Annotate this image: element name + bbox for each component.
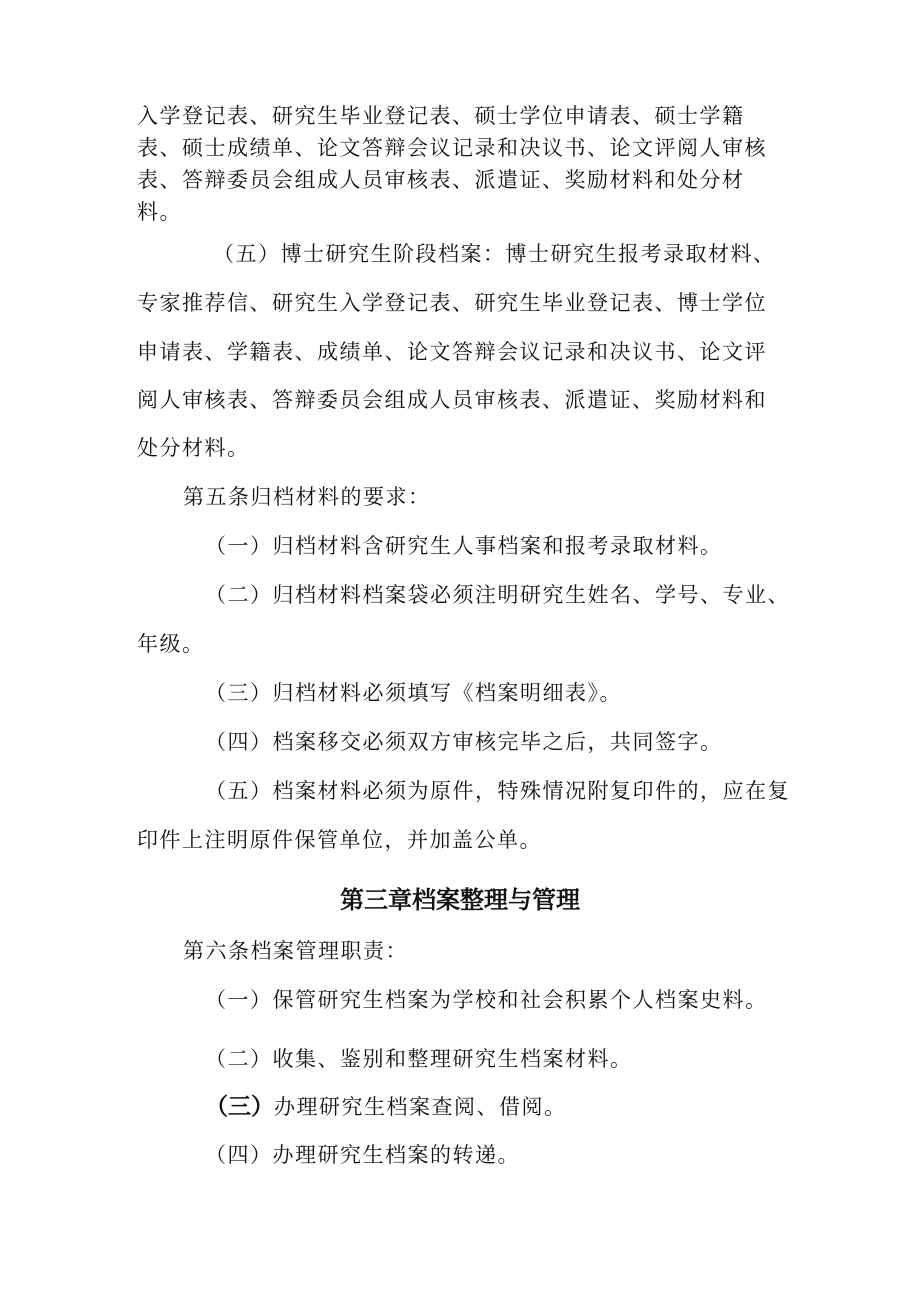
- paragraph-line: 处分材料。: [137, 436, 250, 460]
- list-item: （五）档案材料必须为原件，特殊情况附复印件的，应在复: [205, 779, 790, 803]
- list-item: （一）保管研究生档案为学校和社会积累个人档案史料。: [205, 988, 768, 1012]
- paragraph-line: 申请表、学籍表、成绩单、论文答辩会议记录和决议书、论文评: [137, 340, 767, 364]
- list-item: （三）归档材料必须填写《档案明细表》。: [205, 681, 622, 705]
- paragraph-line: 入学登记表、研究生毕业登记表、硕士学位申请表、硕士学籍: [137, 104, 745, 128]
- list-item-text: 办理研究生档案查阅、借阅。: [274, 1095, 567, 1119]
- paragraph-line: 料。: [137, 200, 182, 224]
- list-item-number: （三）: [205, 1094, 274, 1120]
- list-item: （二）归档材料档案袋必须注明研究生姓名、学号、专业、: [205, 583, 790, 607]
- paragraph-line: 表、硕士成绩单、论文答辩会议记录和决议书、论文评阅人审核: [137, 136, 767, 160]
- list-item-continuation: 年级。: [137, 632, 205, 656]
- chapter-title: 第三章档案整理与管理: [340, 886, 580, 914]
- article-6-title: 第六条档案管理职责：: [183, 939, 408, 963]
- paragraph-line: （五）博士研究生阶段档案：博士研究生报考录取材料、: [213, 242, 776, 266]
- paragraph-line: 专家推荐信、研究生入学登记表、研究生毕业登记表、博士学位: [137, 291, 767, 315]
- list-item: （二）收集、鉴别和整理研究生档案材料。: [205, 1047, 633, 1071]
- paragraph-line: 阅人审核表、答辩委员会组成人员审核表、派遣证、奖励材料和: [137, 388, 767, 412]
- list-item: （一）归档材料含研究生人事档案和报考录取材料。: [205, 534, 723, 558]
- list-item: [205, 1093, 567, 1121]
- paragraph-line: 表、答辩委员会组成人员审核表、派遣证、奖励材料和处分材: [137, 168, 745, 192]
- list-item: （四）档案移交必须双方审核完毕之后，共同签字。: [205, 730, 723, 754]
- list-item: （四）办理研究生档案的转递。: [205, 1143, 520, 1167]
- article-5-title: 第五条归档材料的要求：: [183, 485, 431, 509]
- list-item-continuation: 印件上注明原件保管单位，并加盖公单。: [137, 828, 542, 852]
